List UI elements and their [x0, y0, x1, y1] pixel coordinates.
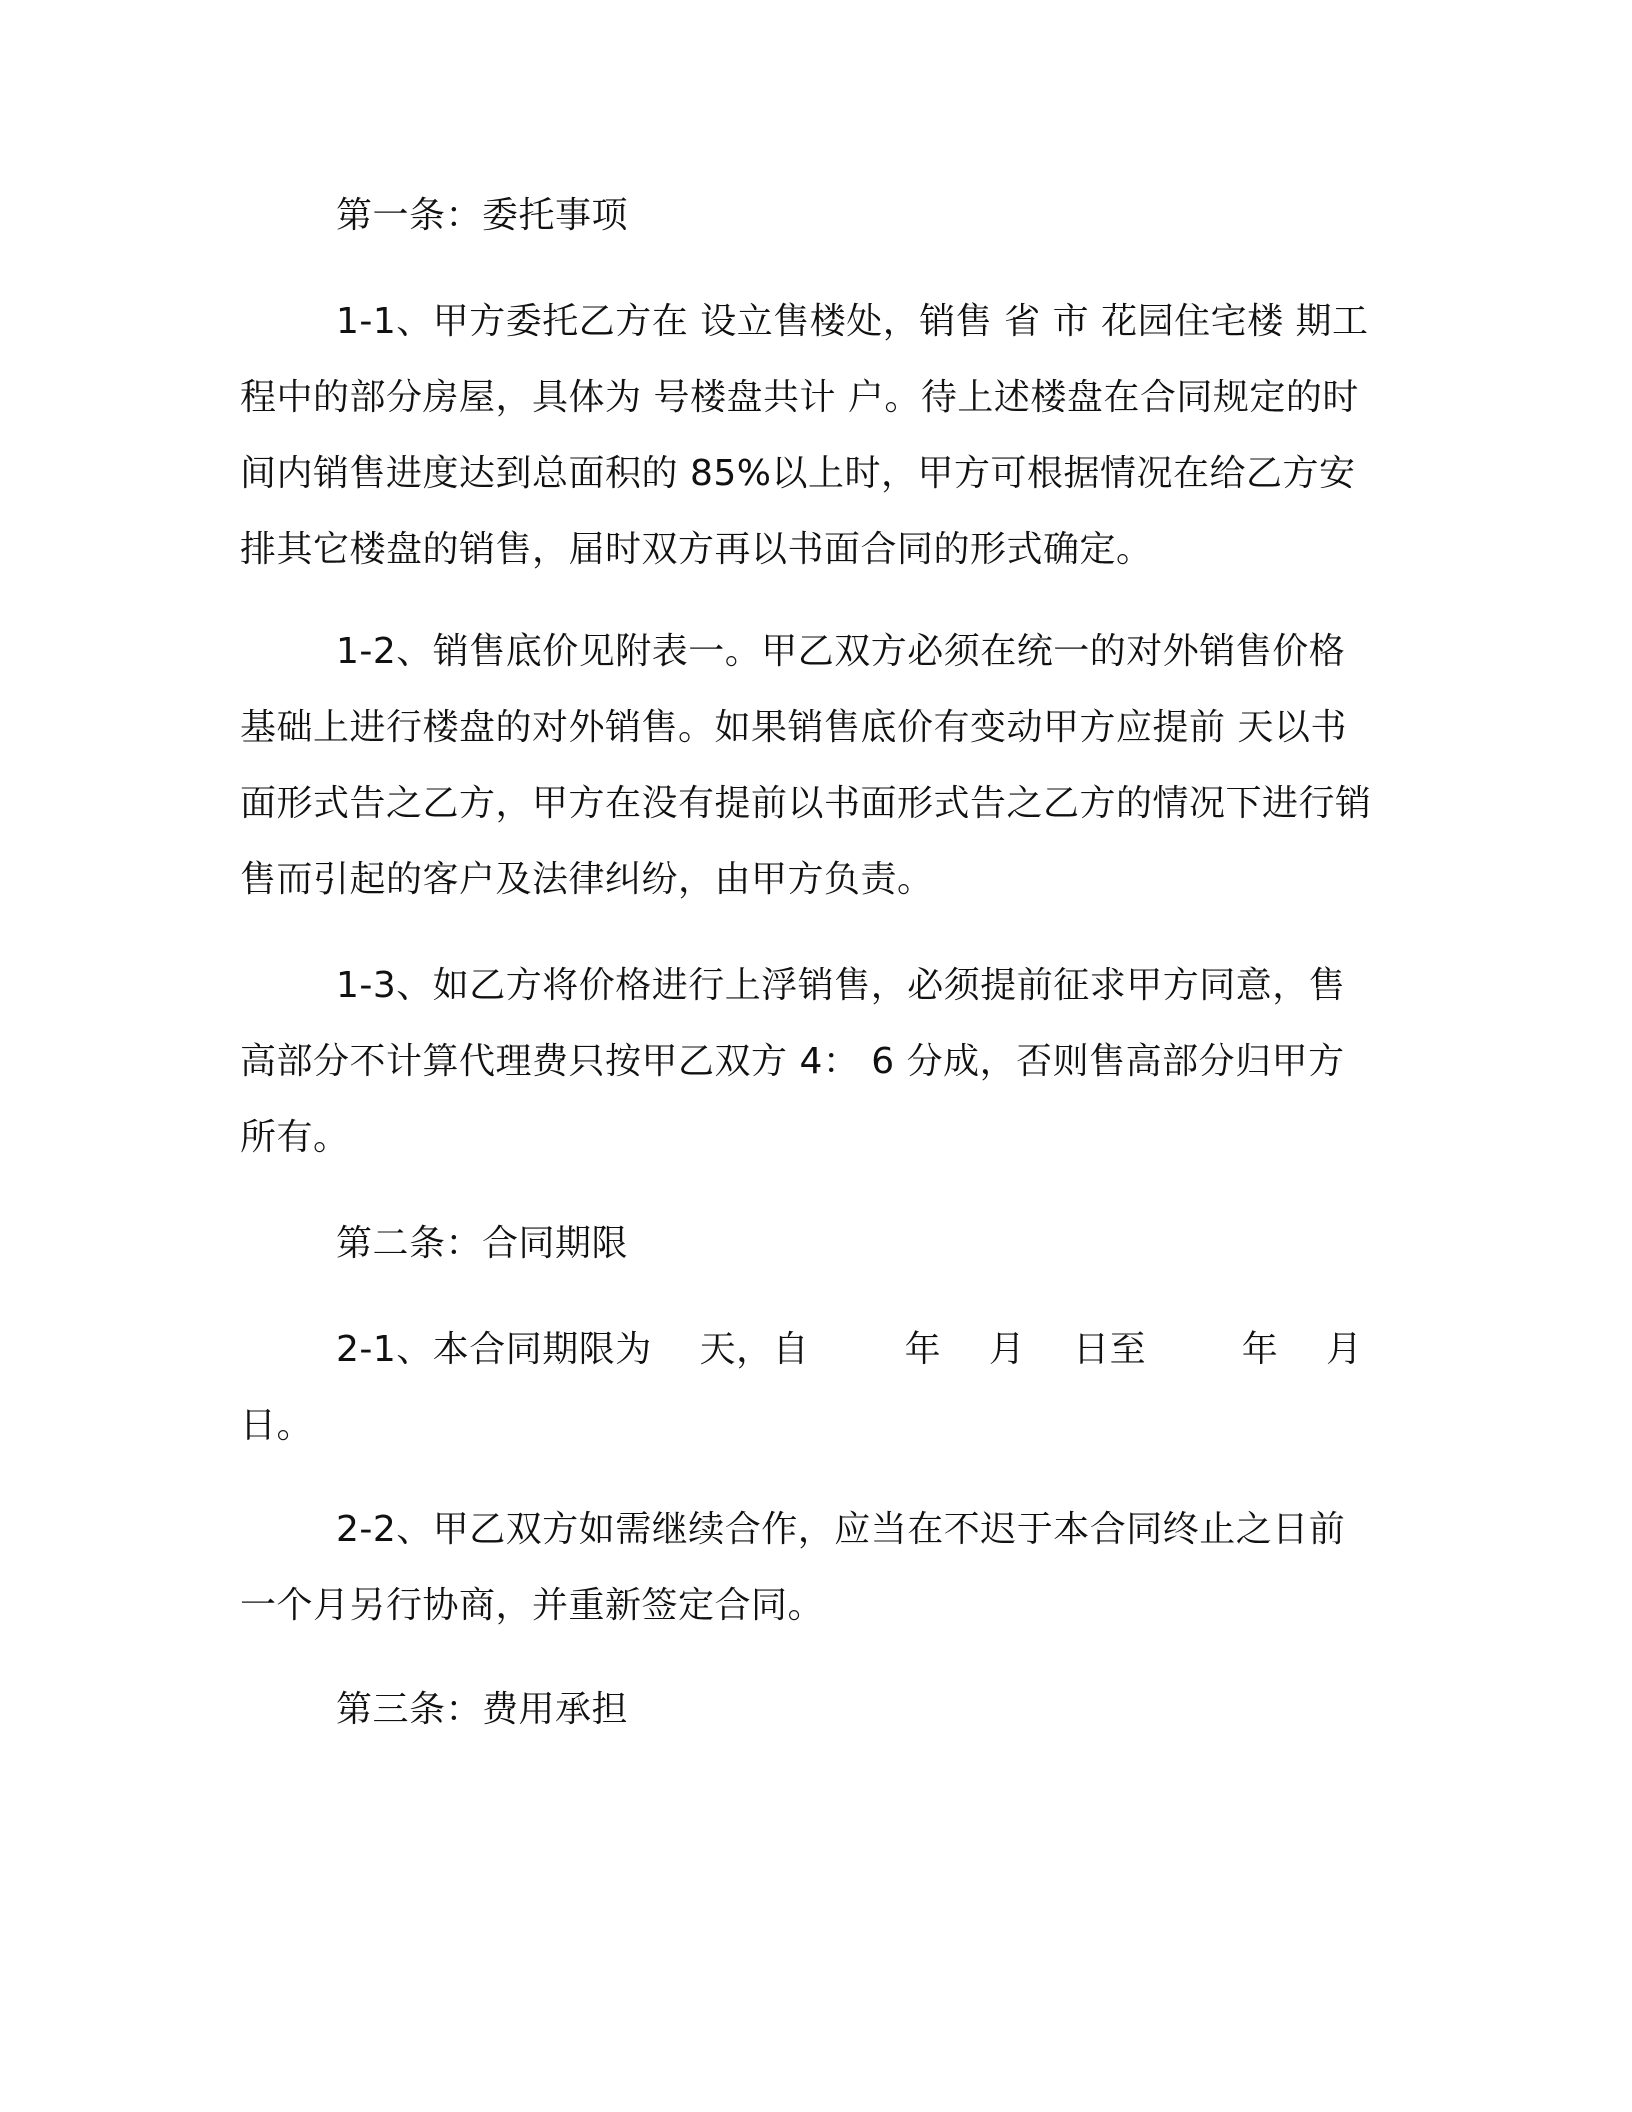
- paragraph-1-1: 1-1、甲方委托乙方在 设立售楼处，销售 省 市 花园住宅楼 期工程中的部分房屋，具体为 号楼盘共计 户。待上述楼盘在合同规定的时间内销售进度达到总面积的 85%以上时，甲方可根据情况在给乙方安排其它楼盘的销售，届时双方再以书面合同的形式确定。: [240, 301, 1369, 570]
- section-heading-1: 第一条：委托事项: [336, 195, 629, 236]
- section-heading-3: 第三条：费用承担: [336, 1689, 629, 1730]
- paragraph-2-2: 2-2、甲乙双方如需继续合作，应当在不迟于本合同终止之日前一个月另行协商，并重新签定合同。: [240, 1509, 1346, 1626]
- paragraph-1-2: 1-2、销售底价见附表一。甲乙双方必须在统一的对外销售价格基础上进行楼盘的对外销售。如果销售底价有变动甲方应提前 天以书面形式告之乙方，甲方在没有提前以书面形式告之乙方的情况下进行销售而引起的客户及法律纠纷，由甲方负责。: [240, 631, 1372, 900]
- paragraph-2-1: 2-1、本合同期限为 天，自 年 月 日至 年 月 日。: [240, 1329, 1411, 1446]
- paragraph-1-3: 1-3、如乙方将价格进行上浮销售，必须提前征求甲方同意，售高部分不计算代理费只按甲乙双方 4： 6 分成，否则售高部分归甲方所有。: [240, 965, 1346, 1158]
- section-heading-2: 第二条：合同期限: [336, 1223, 629, 1264]
